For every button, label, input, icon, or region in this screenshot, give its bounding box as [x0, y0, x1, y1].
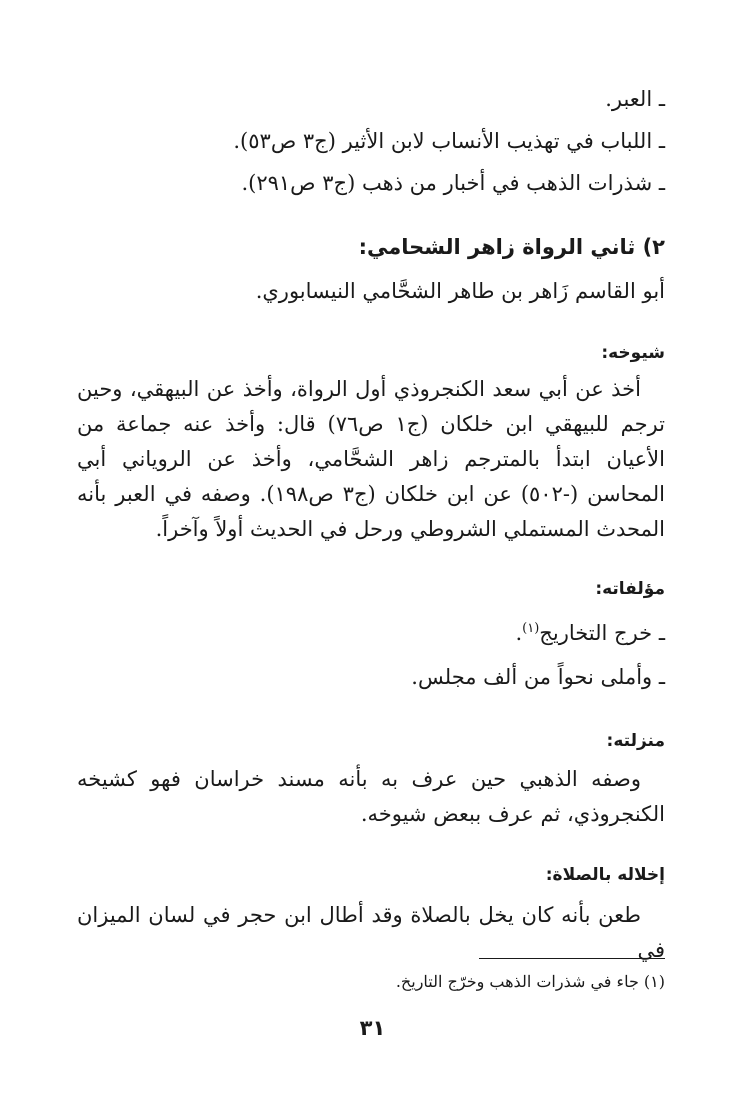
- footnote-1: (١) جاء في شذرات الذهب وخرّج التاريخ.: [395, 972, 665, 991]
- prayer-paragraph: طعن بأنه كان يخل بالصلاة وقد أطال ابن حجر في لسان الميزان في: [77, 903, 665, 962]
- reference-item-1: ـ العبر.: [605, 87, 665, 111]
- footnote-marker: (١): [522, 621, 540, 636]
- works-label: مؤلفاته:: [595, 579, 665, 599]
- teachers-paragraph: أخذ عن أبي سعد الكنجروذي أول الرواة، وأخذ عن البيهقي، وحين ترجم للبيهقي ابن خلكان (ج١ ص٧٦) قال: وأخذ عنه جماعة من الأعيان ابتدأ بالمترجم زاهر الشحَّامي، وأخذ عن الروياني أبي المحاسن (-٥٠٢) عن ابن خلكان (ج٣ ص١٩٨). وصفه في العبر بأنه المحدث المستملي الشروطي ورحل في الحديث أولاً وآخراً.: [77, 377, 665, 541]
- status-label: منزلته:: [606, 731, 665, 751]
- works-item-2: ـ وأملى نحواً من ألف مجلس.: [411, 665, 665, 689]
- section-heading-narrator: ٢) ثاني الرواة زاهر الشحامي:: [358, 235, 665, 259]
- page-number: ٣١: [359, 1016, 386, 1040]
- narrator-full-name: أبو القاسم زَاهر بن طاهر الشحَّامي النيسابوري.: [255, 279, 665, 303]
- works-item-1: [515, 618, 665, 648]
- reference-item-2: ـ اللباب في تهذيب الأنساب لابن الأثير (ج٣ ص٥٣).: [233, 129, 665, 153]
- prayer-label: إخلاله بالصلاة:: [545, 865, 665, 885]
- works-item-1-end: .: [515, 621, 523, 645]
- reference-item-3: ـ شذرات الذهب في أخبار من ذهب (ج٣ ص٢٩١).: [241, 171, 665, 195]
- status-paragraph: وصفه الذهبي حين عرف به بأنه مسند خراسان فهو كشيخه الكنجروذي، ثم عرف ببعض شيوخه.: [77, 767, 665, 826]
- teachers-label: شيوخه:: [601, 343, 665, 363]
- works-item-1-text: ـ خرج التخاريج: [539, 621, 665, 645]
- footnote-divider: [479, 958, 665, 959]
